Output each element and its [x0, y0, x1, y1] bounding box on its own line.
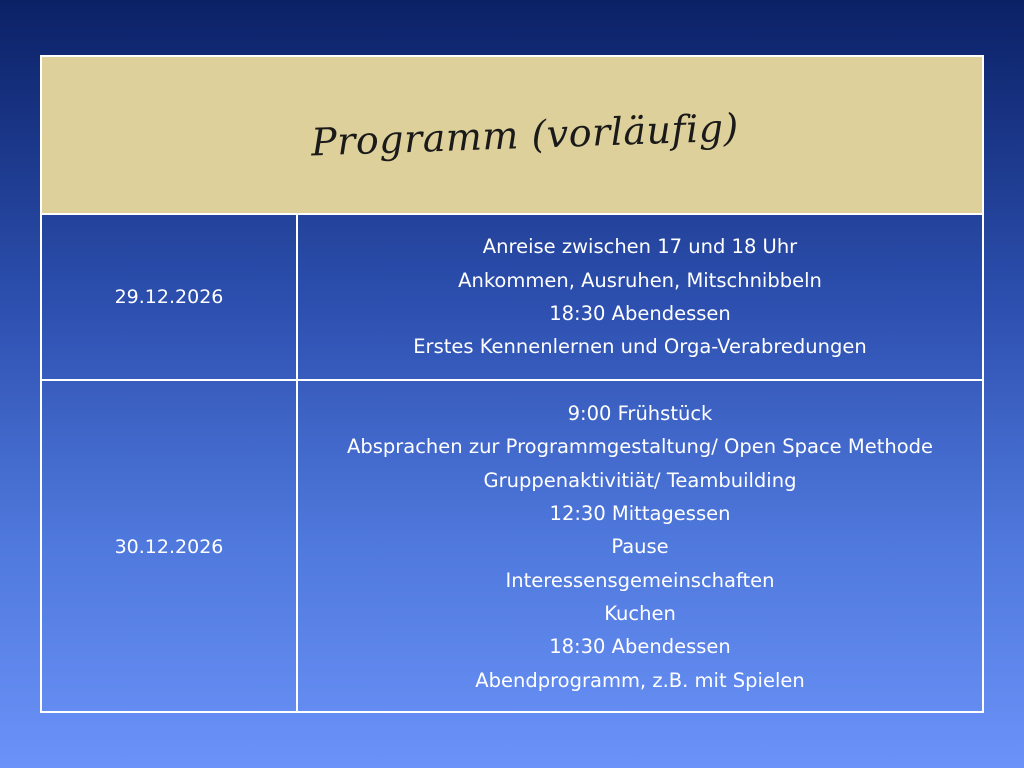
- date-label: 29.12.2026: [114, 286, 224, 308]
- date-label: 30.12.2026: [114, 536, 224, 558]
- activity-item: 18:30 Abendessen: [549, 302, 731, 325]
- date-cell-day-1: [42, 215, 296, 379]
- activity-cell-day-1: [298, 215, 982, 379]
- date-cell-day-2: [42, 381, 296, 713]
- program-title: Programm (vorläufig): [310, 105, 740, 165]
- activity-item: Absprachen zur Programmgestaltung/ Open Space Methode: [346, 435, 934, 459]
- activity-item: Pause: [611, 535, 669, 559]
- activity-item: 12:30 Mittagessen: [549, 502, 731, 526]
- activity-item: 18:30 Abendessen: [549, 635, 731, 659]
- activity-item: Ankommen, Ausruhen, Mitschnibbeln: [458, 268, 822, 292]
- activity-item: Interessensgemeinschaften: [505, 568, 775, 592]
- activity-item: Gruppenaktivitiät/ Teambuilding: [483, 468, 797, 492]
- activity-item: 9:00 Frühstück: [567, 402, 713, 426]
- table-header: [42, 57, 982, 213]
- activity-item: Anreise zwischen 17 und 18 Uhr: [482, 235, 798, 259]
- program-table: [40, 55, 984, 713]
- activity-item: Erstes Kennenlernen und Orga-Verabredungen: [413, 335, 867, 359]
- activity-item: Kuchen: [604, 601, 676, 625]
- activity-item: Abendprogramm, z.B. mit Spielen: [475, 668, 805, 692]
- activity-cell-day-2: [298, 381, 982, 713]
